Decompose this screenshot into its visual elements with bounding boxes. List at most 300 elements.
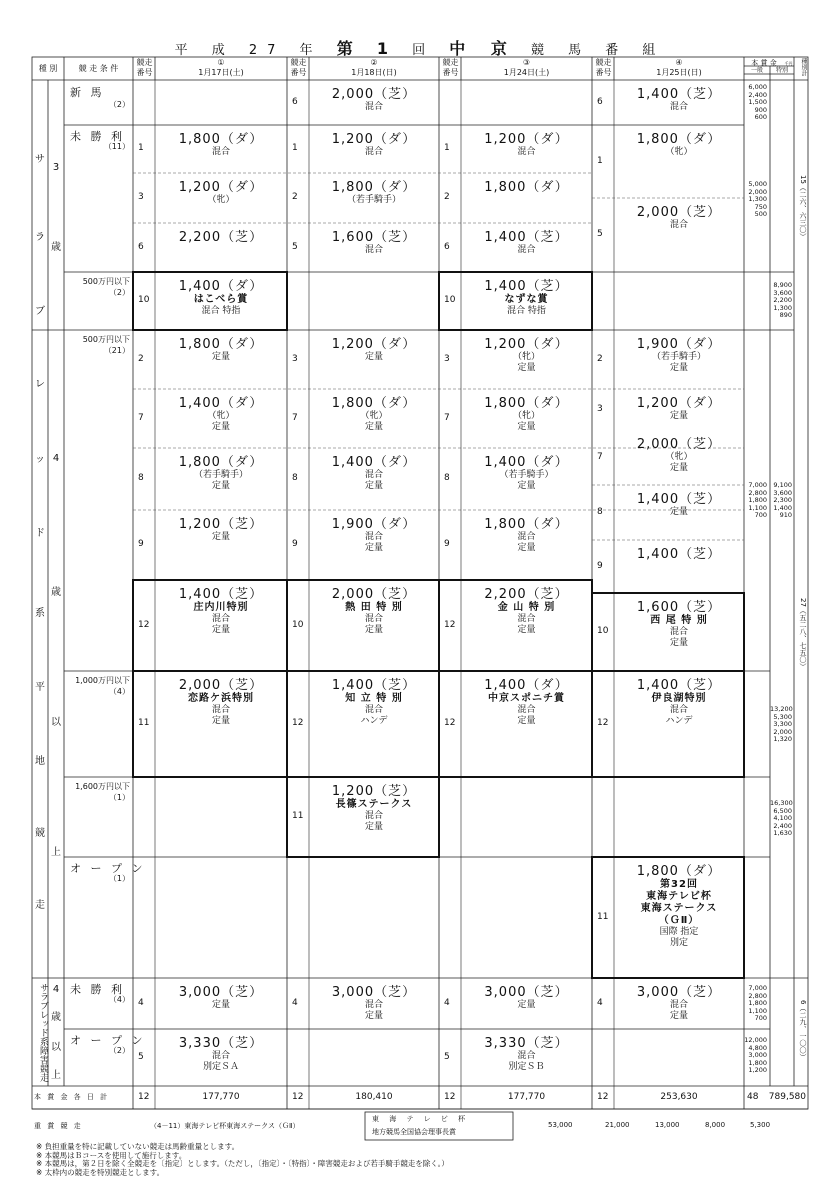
- race-number: 12: [444, 619, 456, 630]
- race-number: 8: [138, 473, 144, 483]
- race-distance: 1,400（ダ）: [331, 455, 417, 470]
- race-distance: 1,400（ダ）: [484, 678, 569, 693]
- race-distance: 1,200（ダ）: [331, 337, 417, 352]
- race-number: 1: [292, 143, 298, 153]
- race-condition: （牝）: [360, 411, 388, 421]
- grand-total: 789,580: [768, 1092, 806, 1102]
- race-condition: 混合: [517, 614, 536, 624]
- race-cell: [309, 513, 439, 554]
- header-ippan: 一般: [750, 67, 763, 74]
- race-condition: （牝）: [207, 411, 235, 421]
- race-number: 7: [444, 412, 450, 423]
- age-4: 4: [52, 453, 60, 464]
- race-number: 9: [292, 539, 298, 549]
- side-char: ラ: [35, 232, 45, 243]
- race-cell: [309, 176, 439, 206]
- race-cell: [155, 128, 287, 158]
- header-tokubetsu: 特別: [775, 67, 788, 74]
- race-distance: 1,400（ダ）: [178, 279, 264, 294]
- race-condition: 定量: [517, 422, 536, 432]
- cond-j-misho: 未 勝 利: [70, 983, 125, 996]
- race-cell: [309, 333, 439, 363]
- race-condition: 混合: [517, 1051, 536, 1061]
- juusho-amt: 5,300: [750, 1121, 771, 1129]
- race-number: 12: [597, 718, 609, 728]
- race-condition: ハンデ: [665, 716, 693, 726]
- juusho-label: 重 賞 競 走: [34, 1122, 83, 1130]
- race-distance: 3,330（芝）: [484, 1036, 569, 1051]
- side-char: 平: [35, 682, 45, 693]
- race-number: 2: [292, 192, 298, 202]
- race-condition: （牝）: [207, 195, 235, 205]
- race-number: 11: [138, 718, 150, 728]
- race-distance: 1,200（ダ）: [484, 337, 569, 352]
- race-cell: [614, 674, 744, 727]
- race-cell: [614, 392, 744, 422]
- notes: [36, 1143, 796, 1177]
- race-condition: （若手騎手）: [346, 195, 401, 205]
- day-1-header: ① 1月17日(土): [198, 58, 244, 77]
- race-cell: [309, 451, 439, 492]
- race-condition: 定量: [669, 463, 688, 473]
- race-cell: [309, 981, 439, 1022]
- race-condition: 混合: [517, 245, 536, 255]
- race-distance: 1,800（ダ）: [178, 337, 264, 352]
- prize-1000: 13,200 5,300 3,300 2,000 1,320: [770, 705, 793, 743]
- cond-500-4: 500万円以下: [82, 335, 130, 344]
- race-condition: 混合: [517, 705, 536, 715]
- juusho-amt: 53,000: [548, 1121, 573, 1129]
- race-condition: （若手騎手）: [651, 352, 706, 362]
- race-cell: [155, 333, 287, 363]
- race-cell: [461, 513, 592, 554]
- race-condition: 混合: [669, 102, 688, 112]
- side-char: ブ: [35, 306, 45, 317]
- race-distance: 1,400（芝）: [636, 492, 722, 507]
- race-condition: 定量: [517, 543, 536, 553]
- side-char: サ: [35, 154, 45, 165]
- race-cell: [461, 333, 592, 374]
- race-distance: 1,800（ダ）: [178, 132, 264, 147]
- race-number: 5: [444, 1051, 450, 1062]
- side-char: ド: [35, 528, 45, 539]
- race-distance: 2,200（芝）: [484, 587, 569, 602]
- race-number: 2: [444, 192, 450, 202]
- race-cell: [614, 201, 744, 231]
- day-4-header: ④ 1月25日(日): [656, 58, 702, 77]
- race-distance: 1,200（ダ）: [178, 180, 264, 195]
- race-number: 4: [597, 997, 603, 1008]
- race-condition: ハンデ: [360, 716, 388, 726]
- cond-1000: 1,000万円以下: [75, 676, 130, 685]
- race-number: 1: [138, 143, 144, 153]
- race-distance: 1,400（芝）: [178, 587, 264, 602]
- race-condition: 定量: [517, 363, 536, 373]
- race-cell: [155, 981, 287, 1011]
- note-item: ※ 本競馬は，第２日を除く全競走を〔指定〕とします。（ただし，〔指定〕・〔特指〕・障害競走および若手騎手競走を除く。）: [36, 1159, 449, 1168]
- race-condition: 国際 指定: [659, 927, 699, 937]
- race-condition: （若手騎手）: [193, 470, 248, 480]
- race-condition: 混合: [211, 147, 230, 157]
- prize-misho: 5,000 2,000 1,300 750 500: [748, 180, 767, 218]
- race-condition: 定量: [211, 422, 230, 432]
- race-number: 3: [292, 353, 298, 364]
- race-number: 11: [597, 911, 609, 922]
- race-condition: 混合: [211, 1051, 230, 1061]
- race-distance: 1,800（ダ）: [484, 517, 569, 532]
- note-item: ※ 負担重量を特に記載していない競走は馬齢重量とします。: [36, 1142, 240, 1151]
- race-cell: [309, 226, 439, 256]
- race-cell: [614, 333, 744, 374]
- age-3: 3: [52, 162, 60, 173]
- race-name: 熱 田 特 別: [345, 602, 403, 613]
- race-cell: [461, 226, 592, 256]
- race-number: 8: [597, 506, 603, 517]
- race-cell: [461, 128, 592, 158]
- total-count: 12: [444, 1092, 456, 1102]
- prize-j-misho: 7,000 2,800 1,800 1,100 700: [748, 984, 767, 1022]
- race-name: 西 尾 特 別: [650, 615, 708, 626]
- race-condition: 定量: [211, 352, 230, 362]
- cond-500: 500万円以下: [82, 277, 130, 286]
- race-condition: 定量: [669, 1011, 688, 1021]
- juusho-amt: 13,000: [655, 1121, 680, 1129]
- race-condition: 混合: [364, 811, 383, 821]
- race-distance: 1,200（ダ）: [636, 396, 722, 411]
- race-cell: [461, 1032, 592, 1073]
- race-cell: [614, 543, 744, 562]
- race-condition: 混合 特指: [201, 306, 241, 316]
- race-distance: 1,800（ダ）: [484, 180, 569, 195]
- race-number: 8: [292, 473, 298, 483]
- race-distance: 2,000（芝）: [331, 587, 417, 602]
- race-condition: 混合: [211, 614, 230, 624]
- side-char: 走: [35, 900, 45, 911]
- juusho-race: （4－11）東海テレビ杯東海ステークス（ＧⅡ）: [150, 1122, 300, 1130]
- race-distance: 1,900（ダ）: [331, 517, 417, 532]
- race-condition: 定量: [517, 716, 536, 726]
- race-cell: [614, 433, 744, 474]
- race-cell: [309, 583, 439, 636]
- race-cell: [614, 596, 744, 649]
- race-cell: [461, 275, 592, 317]
- race-condition: 定量: [211, 716, 230, 726]
- race-condition: 混合: [364, 614, 383, 624]
- race-distance: 3,000（芝）: [178, 985, 264, 1000]
- age-4-sai: 歳: [51, 587, 61, 598]
- race-condition: 定量: [364, 352, 383, 362]
- race-cell: [614, 128, 744, 158]
- race-number: 2: [597, 353, 603, 364]
- race-condition: 混合: [211, 705, 230, 715]
- race-condition: 定量: [517, 481, 536, 491]
- race-condition: 定量: [211, 532, 230, 542]
- day-3-header: ③ 1月24日(土): [503, 58, 550, 77]
- race-name: 金 山 特 別: [497, 602, 556, 613]
- race-condition: 定量: [669, 411, 688, 421]
- cond-count: （2）: [108, 288, 130, 297]
- cond-j-open: オ ー プ ン: [70, 1034, 146, 1047]
- race-distance: 1,400（芝）: [636, 547, 722, 562]
- juusho-amt: 21,000: [605, 1121, 630, 1129]
- race-cell: [461, 176, 592, 195]
- race-condition: 定量: [364, 422, 383, 432]
- race-distance: 3,330（芝）: [178, 1036, 264, 1051]
- race-condition: 定量: [364, 625, 383, 635]
- race-number: 4: [444, 997, 450, 1008]
- race-cell: [309, 392, 439, 433]
- race-cell: [155, 513, 287, 543]
- day-2-header: ② 1月18日(日): [351, 58, 397, 77]
- total-day1: 177,770: [202, 1092, 240, 1102]
- race-cell: [155, 392, 287, 433]
- race-name: 長篠ステークス: [335, 799, 413, 810]
- race-condition: 定量: [364, 1011, 383, 1021]
- total-4sai: 27（五二八、七五〇）: [799, 598, 807, 670]
- race-number: 6: [292, 96, 298, 107]
- race-distance: 2,000（芝）: [636, 205, 722, 220]
- jump-age-4: 4: [52, 984, 60, 995]
- race-number: 9: [597, 560, 603, 571]
- race-number: 12: [292, 718, 304, 728]
- race-distance: 1,800（ダ）: [636, 864, 722, 879]
- race-condition: 別定: [669, 938, 688, 948]
- race-name: 庄内川特別: [193, 602, 249, 613]
- race-number: 10: [444, 295, 456, 305]
- race-distance: 1,400（芝）: [636, 678, 722, 693]
- race-cell: [155, 583, 287, 636]
- race-number: 7: [597, 451, 603, 462]
- race-number: 10: [597, 626, 609, 636]
- race-distance: 1,800（ダ）: [331, 396, 417, 411]
- race-name: なずな賞: [504, 294, 549, 305]
- race-cell: [461, 392, 592, 433]
- side-char: ッ: [35, 454, 45, 465]
- prize-500-4-tokubetsu: 9,100 3,600 2,300 1,400 910: [773, 481, 792, 519]
- race-number: 5: [292, 241, 298, 252]
- prize-j-open: 12,000 4,800 3,000 1,800 1,200: [744, 1036, 767, 1074]
- jump-jo: 上: [51, 1070, 61, 1081]
- race-condition: 別定ＳＡ: [202, 1062, 239, 1072]
- cond-count: （21）: [103, 346, 130, 355]
- race-number: 6: [444, 241, 450, 252]
- race-cell: [155, 275, 287, 317]
- race-cell: [614, 83, 744, 113]
- race-condition: 定量: [211, 481, 230, 491]
- cond-count: （4）: [108, 995, 130, 1004]
- race-distance: 2,000（芝）: [331, 87, 417, 102]
- race-number: 7: [292, 412, 298, 423]
- race-number: 9: [138, 539, 144, 549]
- header-race-no: 競走 番号: [442, 58, 459, 77]
- cond-count: （2）: [108, 100, 130, 109]
- race-distance: 3,000（芝）: [484, 985, 569, 1000]
- race-distance: 1,400（芝）: [484, 279, 569, 294]
- race-cell: [155, 1032, 287, 1073]
- race-condition: 定量: [669, 507, 688, 517]
- race-condition: 定量: [517, 625, 536, 635]
- race-cell: [614, 488, 744, 518]
- race-condition: 混合 特指: [507, 306, 546, 316]
- prize-500-3: 8,900 3,600 2,200 1,300 890: [773, 281, 792, 319]
- race-number: 2: [138, 353, 144, 364]
- race-condition: 混合: [364, 1000, 383, 1010]
- juusho-amt: 8,000: [705, 1121, 726, 1129]
- race-cell: [461, 451, 592, 492]
- race-condition: 混合: [364, 532, 383, 542]
- cond-count: （2）: [108, 1046, 130, 1055]
- race-name: 恋路ケ浜特別: [188, 693, 254, 704]
- race-distance: 1,600（芝）: [636, 600, 722, 615]
- race-condition: 定量: [669, 638, 688, 648]
- prize-shinba: 6,000 2,400 1,500 900 600: [748, 83, 767, 121]
- cond-count: （1）: [108, 874, 130, 883]
- note-item: ※ 本競馬はＢコースを使用して施行します。: [36, 1150, 187, 1160]
- race-condition: （若手騎手）: [499, 470, 554, 480]
- race-condition: 定量: [517, 1000, 536, 1010]
- header-race-no: 競走 番号: [290, 58, 307, 77]
- race-number: 10: [138, 295, 150, 305]
- total-day2: 180,410: [355, 1092, 393, 1102]
- race-number: 4: [292, 997, 298, 1008]
- race-distance: 1,400（芝）: [636, 87, 722, 102]
- side-char: 地: [35, 756, 45, 767]
- race-name: 伊良湖特別: [651, 693, 707, 704]
- race-distance: 1,200（芝）: [178, 517, 264, 532]
- jump-sai: 歳: [51, 1012, 61, 1023]
- race-cell: [461, 583, 592, 636]
- race-distance: 3,000（芝）: [636, 985, 722, 1000]
- race-distance: 1,400（芝）: [484, 230, 569, 245]
- race-condition: 混合: [364, 102, 383, 112]
- race-number: 4: [138, 997, 144, 1008]
- side-char: レ: [35, 379, 45, 390]
- race-condition: 混合: [364, 470, 383, 480]
- race-number: 11: [292, 811, 304, 821]
- race-cell: [309, 128, 439, 158]
- race-condition: 混合: [364, 147, 383, 157]
- race-condition: 定量: [669, 363, 688, 373]
- race-number: 3: [138, 192, 144, 202]
- race-condition: 混合: [364, 705, 383, 715]
- race-condition: （牝）: [665, 452, 693, 462]
- race-condition: 定量: [364, 543, 383, 553]
- race-cell: [309, 780, 439, 833]
- total-count: 12: [597, 1092, 609, 1102]
- race-distance: 2,000（芝）: [178, 678, 264, 693]
- total-count: 12: [138, 1092, 150, 1102]
- cond-misho: 未 勝 利: [70, 130, 125, 143]
- cond-shinba: 新 馬: [70, 86, 105, 99]
- race-condition: 混合: [669, 705, 688, 715]
- race-condition: 定量: [211, 625, 230, 635]
- race-condition: 混合: [669, 1000, 688, 1010]
- side-char: 競: [35, 828, 45, 839]
- race-cell: [155, 226, 287, 245]
- race-number: 10: [292, 619, 304, 630]
- header-race-no: 競走 番号: [136, 58, 153, 77]
- race-distance: 1,400（芝）: [331, 678, 417, 693]
- race-name: 知 立 特 別: [345, 693, 403, 704]
- race-condition: 定量: [211, 1000, 230, 1010]
- race-distance: 1,200（芝）: [331, 784, 417, 799]
- cond-open: オ ー プ ン: [70, 862, 146, 875]
- juusho-cup: 東 海 テ レ ビ 杯: [372, 1115, 470, 1123]
- total-count: 12: [292, 1092, 304, 1102]
- race-distance: 1,800（ダ）: [178, 455, 264, 470]
- race-condition: 別定ＳＢ: [508, 1062, 545, 1072]
- total-day4: 253,630: [660, 1092, 698, 1102]
- race-number: 9: [444, 539, 450, 549]
- header-conditions: 競 走 条 件: [78, 64, 119, 73]
- header-prize-unit: 千円: [784, 61, 793, 66]
- race-condition: 混合: [669, 627, 688, 637]
- age-4-ijo: 以: [51, 717, 61, 728]
- race-condition: 混合: [517, 147, 536, 157]
- header-shubetsu: 種 別: [38, 64, 58, 73]
- race-cell: [309, 83, 439, 113]
- race-condition: （牝）: [665, 147, 693, 157]
- total-jump: 6（二九、一〇〇）: [799, 1000, 807, 1061]
- race-number: 1: [444, 143, 450, 153]
- race-distance: 1,800（ダ）: [636, 132, 722, 147]
- race-condition: 混合: [669, 220, 688, 230]
- cond-count: （4）: [108, 687, 130, 696]
- race-distance: 1,400（ダ）: [178, 396, 264, 411]
- race-number: 6: [597, 96, 603, 107]
- grand-count: 48: [747, 1092, 759, 1102]
- race-number: 3: [444, 353, 450, 364]
- race-number: 5: [597, 229, 603, 239]
- cond-count: （1）: [108, 793, 130, 802]
- race-distance: 2,000（芝）: [636, 437, 722, 452]
- race-distance: 1,200（ダ）: [484, 132, 569, 147]
- header-total: 種別計: [800, 58, 807, 76]
- race-name: 中京スポニチ賞: [488, 693, 565, 704]
- race-cell: [461, 981, 592, 1011]
- race-condition: 定量: [364, 822, 383, 832]
- race-condition: 混合: [517, 532, 536, 542]
- race-number: 8: [444, 473, 450, 483]
- note-item: ※ 太枠内の競走を特別競走とします。: [36, 1167, 165, 1177]
- jump-ijo: 以: [51, 1042, 61, 1053]
- prize-1600: 16,300 6,500 4,100 2,400 1,630: [770, 799, 793, 837]
- cond-1600: 1,600万円以下: [75, 782, 130, 791]
- race-condition: （牝）: [512, 352, 540, 362]
- race-distance: 1,800（ダ）: [331, 180, 417, 195]
- race-condition: 混合: [364, 245, 383, 255]
- race-cell: [155, 451, 287, 492]
- prize-500-4-ippan: 7,000 2,800 1,800 1,100 700: [748, 481, 767, 519]
- race-number: 12: [138, 619, 150, 630]
- age-4-jo: 上: [51, 847, 61, 858]
- race-cell: [155, 176, 287, 206]
- race-number: 5: [138, 1051, 144, 1062]
- race-distance: 1,800（ダ）: [484, 396, 569, 411]
- header-race-no: 競走 番号: [595, 58, 612, 77]
- race-name: 第32回 東海テレビ杯 東海ステークス （ＧⅡ）: [640, 879, 718, 926]
- race-distance: 2,200（芝）: [178, 230, 264, 245]
- race-distance: 1,400（ダ）: [484, 455, 569, 470]
- jump-label: サラブレッド系障害競走: [38, 982, 48, 1082]
- race-number: 6: [138, 241, 144, 252]
- race-number: 1: [597, 155, 603, 166]
- header-prize: 本 賞 金: [751, 59, 777, 67]
- race-distance: 1,600（芝）: [331, 230, 417, 245]
- cond-count: （11）: [103, 142, 130, 151]
- age-3-sai: 歳: [51, 242, 61, 253]
- race-distance: 1,900（ダ）: [636, 337, 722, 352]
